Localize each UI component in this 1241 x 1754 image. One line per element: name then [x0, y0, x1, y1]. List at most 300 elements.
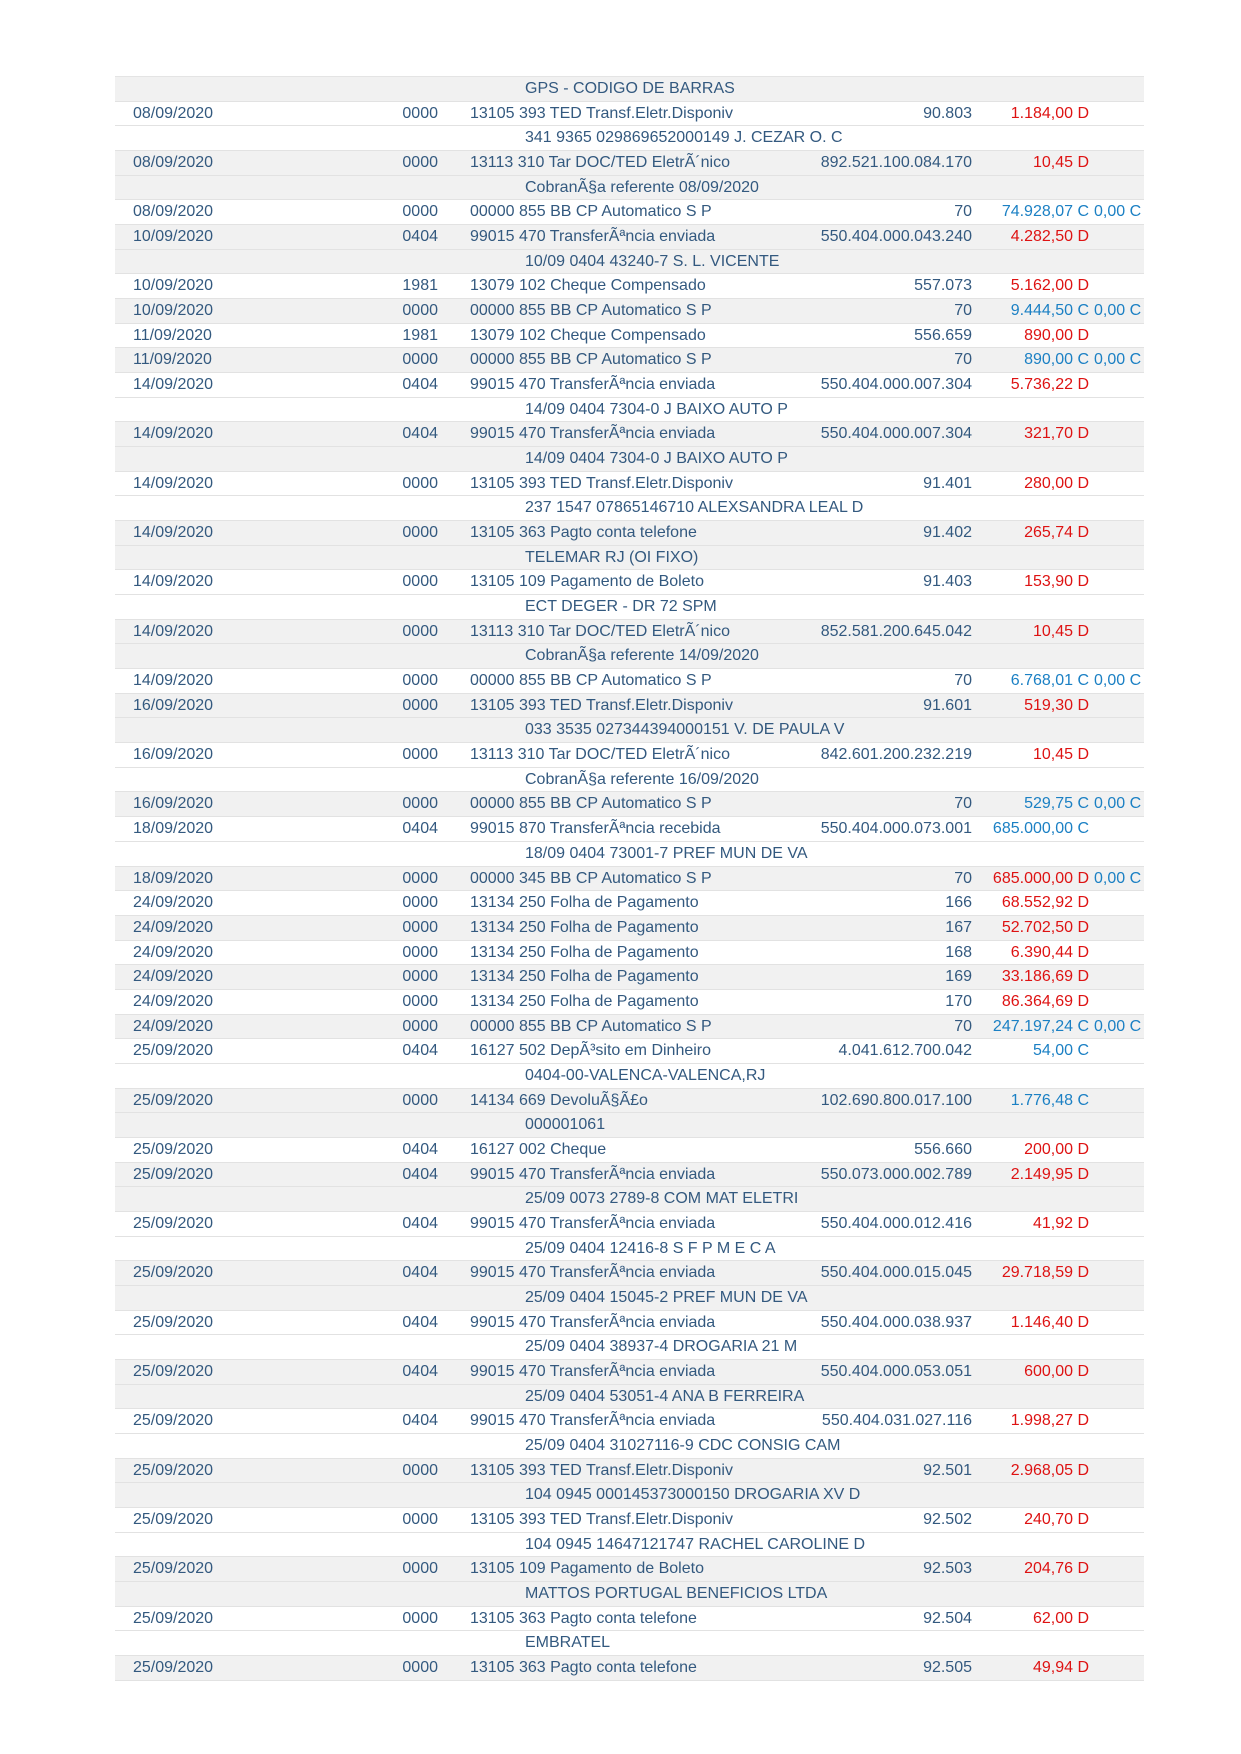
entry-branch-code: 0404	[402, 820, 438, 838]
entry-description: 99015 470 TransferÃªncia enviada	[470, 228, 716, 246]
entry-amount: 6.390,44 D	[1010, 943, 1089, 961]
entry-description: 99015 870 TransferÃªncia recebida	[470, 820, 721, 838]
entry-branch-code: 0000	[402, 573, 438, 591]
entry-description: 13105 109 Pagamento de Boleto	[470, 573, 704, 591]
entry-detail-text: 25/09 0404 31027116-9 CDC CONSIG CAM	[525, 1436, 841, 1454]
transaction-row	[115, 299, 1144, 324]
entry-secondary-amount	[1094, 891, 1144, 915]
entry-branch-code: 0404	[402, 1313, 438, 1331]
entry-branch-code: 0000	[402, 894, 438, 912]
transaction-row	[115, 521, 1144, 546]
entry-branch-code: 0000	[402, 943, 438, 961]
entry-description: 13105 109 Pagamento de Boleto	[470, 1560, 704, 1578]
entry-amount: 10,45 D	[1032, 622, 1089, 640]
transaction-detail-row	[115, 1434, 1144, 1459]
entry-document-number: 892.521.100.084.170	[820, 154, 972, 172]
entry-date: 14/09/2020	[133, 524, 214, 542]
entry-branch-code: 0000	[402, 746, 438, 764]
entry-date: 25/09/2020	[133, 1264, 214, 1282]
entry-secondary-amount	[1094, 225, 1144, 249]
entry-description: 13105 393 TED Transf.Eletr.Disponiv	[470, 1461, 733, 1479]
entry-document-number: 70	[954, 672, 972, 690]
entry-secondary-amount: 0,00 C	[1094, 1017, 1142, 1035]
entry-date: 11/09/2020	[133, 326, 212, 344]
entry-secondary-amount	[1094, 941, 1144, 965]
entry-amount: 1.776,48 C	[1010, 1091, 1089, 1109]
entry-secondary-amount	[1094, 1261, 1144, 1285]
transaction-row	[115, 990, 1144, 1015]
transaction-row	[115, 1459, 1144, 1484]
entry-detail-text: CobranÃ§a referente 14/09/2020	[525, 647, 759, 665]
transaction-row	[115, 669, 1144, 694]
entry-secondary-amount: 0,00 C	[1094, 203, 1142, 221]
entry-date: 25/09/2020	[133, 1362, 214, 1380]
entry-description: 13134 250 Folha de Pagamento	[470, 894, 699, 912]
entry-amount: 49,94 D	[1032, 1659, 1089, 1676]
entry-document-number: 70	[954, 203, 972, 221]
transaction-detail-row	[115, 1385, 1144, 1410]
entry-document-number: 91.403	[923, 573, 972, 591]
entry-amount: 10,45 D	[1032, 746, 1089, 764]
transaction-detail-row	[115, 1335, 1144, 1360]
entry-detail-text: 25/09 0404 53051-4 ANA B FERREIRA	[525, 1387, 805, 1405]
entry-branch-code: 0000	[402, 1017, 438, 1035]
entry-amount: 204,76 D	[1024, 1560, 1089, 1578]
transaction-row	[115, 1261, 1144, 1286]
transaction-row	[115, 817, 1144, 842]
entry-detail-text: 25/09 0404 15045-2 PREF MUN DE VA	[525, 1288, 808, 1306]
entry-amount: 41,92 D	[1032, 1214, 1089, 1232]
entry-amount: 1.146,40 D	[1010, 1313, 1089, 1331]
entry-branch-code: 0000	[402, 474, 438, 492]
transaction-row	[115, 1089, 1144, 1114]
bank-statement-table	[115, 76, 1144, 1681]
transaction-detail-row	[115, 176, 1144, 201]
entry-description: 13105 363 Pagto conta telefone	[470, 1659, 697, 1676]
transaction-detail-row	[115, 1286, 1144, 1311]
entry-secondary-amount	[1094, 1360, 1144, 1384]
entry-secondary-amount	[1094, 1557, 1144, 1581]
entry-branch-code: 0000	[402, 1091, 438, 1109]
entry-document-number: 92.503	[923, 1560, 972, 1578]
entry-date: 14/09/2020	[133, 474, 214, 492]
transaction-row	[115, 867, 1144, 892]
transaction-row	[115, 1212, 1144, 1237]
entry-amount: 600,00 D	[1024, 1362, 1089, 1380]
entry-date: 24/09/2020	[133, 943, 214, 961]
entry-detail-text: 14/09 0404 7304-0 J BAIXO AUTO P	[525, 450, 788, 468]
entry-secondary-amount	[1094, 694, 1144, 718]
entry-branch-code: 0000	[402, 968, 438, 986]
transaction-row	[115, 348, 1144, 373]
entry-branch-code: 0404	[402, 1412, 438, 1430]
entry-document-number: 852.581.200.645.042	[820, 622, 972, 640]
entry-description: 16127 502 DepÃ³sito em Dinheiro	[470, 1042, 712, 1060]
entry-date: 14/09/2020	[133, 425, 214, 443]
entry-secondary-amount	[1094, 1508, 1144, 1532]
entry-date: 16/09/2020	[133, 746, 214, 764]
entry-document-number: 550.404.000.015.045	[820, 1264, 972, 1282]
transaction-row	[115, 1656, 1144, 1681]
entry-detail-text: 18/09 0404 73001-7 PREF MUN DE VA	[525, 844, 808, 862]
entry-document-number: 550.404.031.027.116	[821, 1412, 972, 1430]
entry-secondary-amount: 0,00 C	[1094, 302, 1142, 320]
entry-document-number: 550.404.000.073.001	[820, 820, 972, 838]
entry-date: 14/09/2020	[133, 573, 214, 591]
entry-date: 14/09/2020	[133, 672, 214, 690]
entry-description: 13113 310 Tar DOC/TED EletrÃ´nico	[470, 154, 730, 172]
entry-secondary-amount	[1094, 102, 1144, 126]
entry-detail-text: 10/09 0404 43240-7 S. L. VICENTE	[525, 252, 780, 270]
entry-document-number: 167	[945, 918, 972, 936]
entry-document-number: 550.404.000.012.416	[820, 1214, 972, 1232]
entry-amount: 280,00 D	[1024, 474, 1089, 492]
entry-document-number: 70	[954, 869, 972, 887]
entry-date: 11/09/2020	[133, 351, 212, 369]
transaction-row	[115, 1138, 1144, 1163]
entry-secondary-amount	[1094, 1212, 1144, 1236]
entry-document-number: 550.404.000.038.937	[820, 1313, 972, 1331]
entry-amount: 54,00 C	[1032, 1042, 1089, 1060]
entry-amount: 62,00 D	[1032, 1609, 1089, 1627]
entry-date: 24/09/2020	[133, 894, 214, 912]
transaction-detail-row	[115, 1582, 1144, 1607]
transaction-row	[115, 743, 1144, 768]
entry-amount: 52.702,50 D	[1001, 918, 1089, 936]
entry-date: 10/09/2020	[133, 302, 214, 320]
entry-description: 99015 470 TransferÃªncia enviada	[470, 1362, 716, 1380]
entry-description: 00000 855 BB CP Automatico S P	[470, 351, 712, 369]
entry-document-number: 166	[945, 894, 972, 912]
entry-secondary-amount: 0,00 C	[1094, 672, 1142, 690]
entry-amount: 2.968,05 D	[1010, 1461, 1089, 1479]
entry-date: 18/09/2020	[133, 869, 214, 887]
entry-secondary-amount	[1094, 817, 1144, 841]
transaction-row	[115, 1039, 1144, 1064]
entry-amount: 33.186,69 D	[1001, 968, 1089, 986]
entry-detail-text: 25/09 0073 2789-8 COM MAT ELETRI	[525, 1190, 799, 1208]
entry-description: 99015 470 TransferÃªncia enviada	[470, 1214, 716, 1232]
entry-description: 99015 470 TransferÃªncia enviada	[470, 1412, 716, 1430]
entry-document-number: 90.803	[923, 104, 972, 122]
entry-document-number: 557.073	[914, 277, 972, 295]
transaction-row	[115, 225, 1144, 250]
entry-detail-text: CobranÃ§a referente 08/09/2020	[525, 178, 759, 196]
entry-detail-text: EMBRATEL	[525, 1634, 611, 1652]
entry-secondary-amount	[1094, 743, 1144, 767]
entry-amount: 890,00 C	[1024, 351, 1089, 369]
entry-secondary-amount	[1094, 965, 1144, 989]
entry-date: 24/09/2020	[133, 968, 214, 986]
entry-branch-code: 0000	[402, 1510, 438, 1528]
entry-amount: 529,75 C	[1024, 795, 1089, 813]
entry-amount: 5.736,22 D	[1010, 376, 1089, 394]
entry-amount: 265,74 D	[1024, 524, 1089, 542]
entry-branch-code: 0404	[402, 1214, 438, 1232]
entry-secondary-amount	[1094, 1163, 1144, 1187]
entry-date: 10/09/2020	[133, 277, 214, 295]
transaction-row	[115, 472, 1144, 497]
entry-amount: 10,45 D	[1032, 154, 1089, 172]
transaction-detail-row	[115, 1187, 1144, 1212]
entry-branch-code: 0000	[402, 1609, 438, 1627]
transaction-detail-row	[115, 77, 1144, 102]
entry-secondary-amount	[1094, 916, 1144, 940]
entry-secondary-amount	[1094, 472, 1144, 496]
entry-description: 13134 250 Folha de Pagamento	[470, 943, 699, 961]
transaction-detail-row	[115, 1237, 1144, 1262]
entry-secondary-amount	[1094, 1039, 1144, 1063]
transaction-row	[115, 151, 1144, 176]
entry-document-number: 556.660	[914, 1140, 972, 1158]
entry-date: 10/09/2020	[133, 228, 214, 246]
entry-branch-code: 1981	[402, 326, 438, 344]
transaction-detail-row	[115, 398, 1144, 423]
entry-branch-code: 0404	[402, 1362, 438, 1380]
entry-branch-code: 0000	[402, 104, 438, 122]
entry-amount: 5.162,00 D	[1010, 277, 1089, 295]
transaction-detail-row	[115, 1064, 1144, 1089]
entry-detail-text: 0404-00-VALENCA-VALENCA,RJ	[525, 1066, 766, 1084]
transaction-row	[115, 1409, 1144, 1434]
transaction-detail-row	[115, 1113, 1144, 1138]
entry-branch-code: 0404	[402, 228, 438, 246]
entry-secondary-amount	[1094, 1459, 1144, 1483]
transaction-detail-row	[115, 718, 1144, 743]
entry-branch-code: 0000	[402, 203, 438, 221]
entry-document-number: 4.041.612.700.042	[838, 1042, 972, 1060]
entry-secondary-amount	[1094, 1409, 1144, 1433]
entry-secondary-amount	[1094, 373, 1144, 397]
entry-document-number: 70	[954, 302, 972, 320]
entry-secondary-amount	[1094, 151, 1144, 175]
entry-secondary-amount	[1094, 1089, 1144, 1113]
entry-branch-code: 0404	[402, 425, 438, 443]
transaction-row	[115, 1360, 1144, 1385]
entry-document-number: 92.505	[923, 1659, 972, 1676]
transaction-row	[115, 1607, 1144, 1632]
entry-amount: 321,70 D	[1024, 425, 1089, 443]
transaction-row	[115, 941, 1144, 966]
transaction-row	[115, 891, 1144, 916]
transaction-detail-row	[115, 768, 1144, 793]
entry-description: 00000 855 BB CP Automatico S P	[470, 203, 712, 221]
entry-detail-text: TELEMAR RJ (OI FIXO)	[525, 548, 699, 566]
entry-amount: 685.000,00 D	[992, 869, 1089, 887]
entry-branch-code: 0404	[402, 1140, 438, 1158]
entry-description: 13134 250 Folha de Pagamento	[470, 918, 699, 936]
entry-document-number: 92.504	[923, 1609, 972, 1627]
transaction-row	[115, 620, 1144, 645]
entry-amount: 890,00 D	[1024, 326, 1089, 344]
entry-branch-code: 0000	[402, 351, 438, 369]
transaction-row	[115, 1163, 1144, 1188]
entry-amount: 240,70 D	[1024, 1510, 1089, 1528]
entry-secondary-amount	[1094, 990, 1144, 1014]
entry-date: 25/09/2020	[133, 1042, 214, 1060]
entry-description: 13105 363 Pagto conta telefone	[470, 524, 697, 542]
entry-detail-text: 237 1547 07865146710 ALEXSANDRA LEAL D	[525, 499, 864, 517]
entry-description: 13079 102 Cheque Compensado	[470, 277, 706, 295]
entry-description: 13113 310 Tar DOC/TED EletrÃ´nico	[470, 622, 730, 640]
entry-date: 08/09/2020	[133, 203, 214, 221]
transaction-row	[115, 1508, 1144, 1533]
transaction-detail-row	[115, 1483, 1144, 1508]
entry-branch-code: 0000	[402, 992, 438, 1010]
entry-date: 25/09/2020	[133, 1510, 214, 1528]
entry-date: 25/09/2020	[133, 1140, 214, 1158]
entry-document-number: 550.073.000.002.789	[820, 1165, 972, 1183]
entry-amount: 4.282,50 D	[1010, 228, 1089, 246]
entry-amount: 200,00 D	[1024, 1140, 1089, 1158]
entry-date: 25/09/2020	[133, 1412, 214, 1430]
entry-amount: 29.718,59 D	[1001, 1264, 1089, 1282]
entry-amount: 74.928,07 C	[1001, 203, 1089, 221]
entry-amount: 6.768,01 C	[1010, 672, 1089, 690]
entry-document-number: 842.601.200.232.219	[820, 746, 972, 764]
entry-branch-code: 0000	[402, 1659, 438, 1676]
entry-description: 13134 250 Folha de Pagamento	[470, 992, 699, 1010]
entry-date: 16/09/2020	[133, 696, 214, 714]
entry-document-number: 91.402	[923, 524, 972, 542]
entry-description: 13105 393 TED Transf.Eletr.Disponiv	[470, 696, 733, 714]
entry-description: 14134 669 DevoluÃ§Ã£o	[470, 1091, 648, 1109]
entry-amount: 1.998,27 D	[1010, 1412, 1089, 1430]
entry-description: 99015 470 TransferÃªncia enviada	[470, 1165, 716, 1183]
transaction-row	[115, 422, 1144, 447]
entry-branch-code: 0000	[402, 696, 438, 714]
entry-document-number: 92.502	[923, 1510, 972, 1528]
entry-amount: 153,90 D	[1024, 573, 1089, 591]
entry-detail-text: 033 3535 027344394000151 V. DE PAULA V	[525, 721, 845, 739]
entry-detail-text: CobranÃ§a referente 16/09/2020	[525, 770, 759, 788]
entry-document-number: 168	[945, 943, 972, 961]
entry-date: 25/09/2020	[133, 1091, 214, 1109]
entry-document-number: 92.501	[923, 1461, 972, 1479]
entry-detail-text: 000001061	[525, 1116, 606, 1134]
entry-secondary-amount: 0,00 C	[1094, 795, 1142, 813]
entry-document-number: 169	[945, 968, 972, 986]
entry-date: 25/09/2020	[133, 1214, 214, 1232]
transaction-detail-row	[115, 496, 1144, 521]
transaction-detail-row	[115, 126, 1144, 151]
transaction-row	[115, 965, 1144, 990]
entry-amount: 86.364,69 D	[1001, 992, 1089, 1010]
transaction-detail-row	[115, 546, 1144, 571]
entry-branch-code: 0404	[402, 376, 438, 394]
entry-detail-text: MATTOS PORTUGAL BENEFICIOS LTDA	[525, 1584, 828, 1602]
transaction-detail-row	[115, 842, 1144, 867]
entry-description: 13105 393 TED Transf.Eletr.Disponiv	[470, 104, 733, 122]
entry-description: 00000 345 BB CP Automatico S P	[470, 869, 712, 887]
entry-secondary-amount	[1094, 521, 1144, 545]
entry-date: 25/09/2020	[133, 1313, 214, 1331]
entry-date: 25/09/2020	[133, 1560, 214, 1578]
entry-document-number: 70	[954, 351, 972, 369]
entry-date: 08/09/2020	[133, 104, 214, 122]
entry-detail-text: ECT DEGER - DR 72 SPM	[525, 598, 717, 616]
entry-date: 08/09/2020	[133, 154, 214, 172]
entry-document-number: 91.601	[923, 696, 972, 714]
transaction-row	[115, 102, 1144, 127]
entry-branch-code: 1981	[402, 277, 438, 295]
entry-document-number: 556.659	[914, 326, 972, 344]
entry-description: 00000 855 BB CP Automatico S P	[470, 795, 712, 813]
entry-date: 25/09/2020	[133, 1659, 214, 1676]
entry-branch-code: 0000	[402, 672, 438, 690]
entry-secondary-amount	[1094, 274, 1144, 298]
entry-secondary-amount	[1094, 570, 1144, 594]
entry-document-number: 170	[945, 992, 972, 1010]
transaction-row	[115, 1015, 1144, 1040]
entry-branch-code: 0404	[402, 1165, 438, 1183]
entry-description: 99015 470 TransferÃªncia enviada	[470, 1264, 716, 1282]
entry-detail-text: 14/09 0404 7304-0 J BAIXO AUTO P	[525, 400, 788, 418]
entry-date: 16/09/2020	[133, 795, 214, 813]
entry-secondary-amount	[1094, 1607, 1144, 1631]
entry-amount: 2.149,95 D	[1010, 1165, 1089, 1183]
transaction-row	[115, 274, 1144, 299]
entry-description: 13105 363 Pagto conta telefone	[470, 1609, 697, 1627]
entry-secondary-amount	[1094, 1311, 1144, 1335]
entry-date: 25/09/2020	[133, 1609, 214, 1627]
transaction-detail-row	[115, 447, 1144, 472]
entry-date: 25/09/2020	[133, 1461, 214, 1479]
entry-document-number: 91.401	[923, 474, 972, 492]
entry-secondary-amount	[1094, 620, 1144, 644]
entry-branch-code: 0000	[402, 524, 438, 542]
entry-document-number: 70	[954, 795, 972, 813]
entry-amount: 68.552,92 D	[1001, 894, 1089, 912]
entry-branch-code: 0404	[402, 1264, 438, 1282]
transaction-detail-row	[115, 644, 1144, 669]
entry-description: 99015 470 TransferÃªncia enviada	[470, 376, 716, 394]
entry-secondary-amount: 0,00 C	[1094, 351, 1142, 369]
transaction-row	[115, 694, 1144, 719]
transaction-row	[115, 324, 1144, 349]
entry-document-number: 550.404.000.043.240	[820, 228, 972, 246]
entry-branch-code: 0000	[402, 918, 438, 936]
entry-detail-text: 341 9365 029869652000149 J. CEZAR O. C	[525, 129, 843, 147]
entry-description: 00000 855 BB CP Automatico S P	[470, 302, 712, 320]
entry-description: 13134 250 Folha de Pagamento	[470, 968, 699, 986]
entry-secondary-amount	[1094, 324, 1144, 348]
transaction-detail-row	[115, 1631, 1144, 1656]
entry-branch-code: 0000	[402, 154, 438, 172]
entry-date: 25/09/2020	[133, 1165, 214, 1183]
entry-branch-code: 0404	[402, 1042, 438, 1060]
entry-date: 24/09/2020	[133, 918, 214, 936]
entry-document-number: 550.404.000.007.304	[820, 425, 972, 443]
entry-detail-text: GPS - CODIGO DE BARRAS	[525, 80, 735, 97]
transaction-row	[115, 570, 1144, 595]
entry-description: 99015 470 TransferÃªncia enviada	[470, 1313, 716, 1331]
transaction-row	[115, 792, 1144, 817]
entry-branch-code: 0000	[402, 795, 438, 813]
entry-amount: 519,30 D	[1024, 696, 1089, 714]
entry-date: 24/09/2020	[133, 992, 214, 1010]
entry-branch-code: 0000	[402, 869, 438, 887]
entry-date: 18/09/2020	[133, 820, 214, 838]
entry-branch-code: 0000	[402, 1461, 438, 1479]
entry-amount: 9.444,50 C	[1010, 302, 1089, 320]
entry-description: 13079 102 Cheque Compensado	[470, 326, 706, 344]
entry-description: 00000 855 BB CP Automatico S P	[470, 672, 712, 690]
entry-date: 14/09/2020	[133, 622, 214, 640]
entry-description: 13105 393 TED Transf.Eletr.Disponiv	[470, 1510, 733, 1528]
entry-description: 13105 393 TED Transf.Eletr.Disponiv	[470, 474, 733, 492]
entry-detail-text: 104 0945 14647121747 RACHEL CAROLINE D	[525, 1535, 866, 1553]
